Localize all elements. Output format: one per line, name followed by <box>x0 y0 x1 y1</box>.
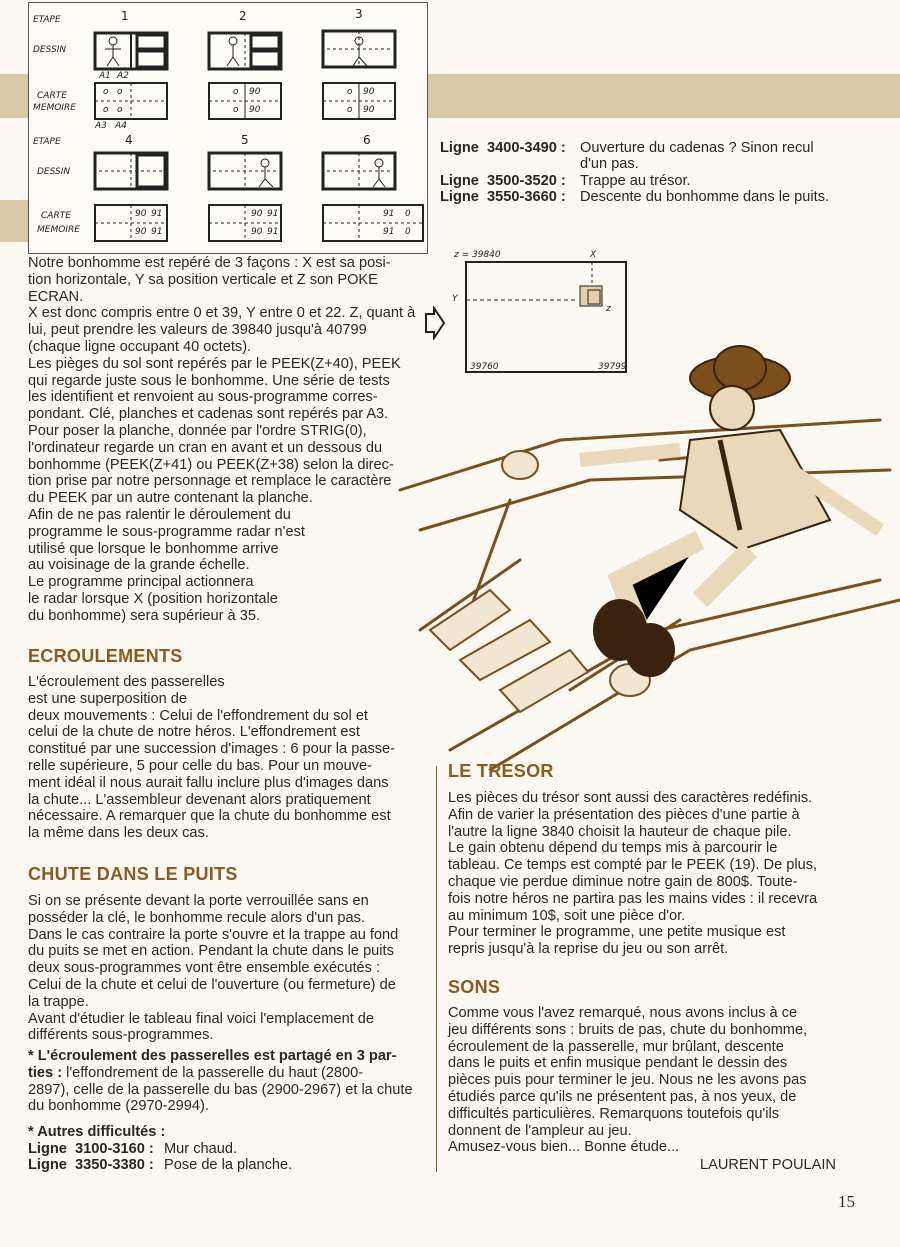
text-line: les identifient et renvoient au sous-programme corres- <box>28 389 378 406</box>
text-line: l'ordinateur regarde un cran en avant et un dessous du <box>28 439 383 456</box>
ligne-text: Descente du bonhomme dans le puits. <box>580 189 830 206</box>
text-line: repris jusqu'à la reprise du jeu ou son arrêt. <box>448 941 729 958</box>
tresor-heading: LE TRESOR <box>448 761 554 781</box>
text-line: Afin de ne pas ralentir le déroulement du <box>28 506 291 523</box>
text-line: celui de la chute de notre héros. L'effondrement est <box>28 724 360 741</box>
cell-b2-a: 90 <box>251 209 263 219</box>
mid-band-left <box>0 200 28 242</box>
text-line: 2897), celle de la passerelle du bas (2900-2967) et la chute <box>28 1081 413 1098</box>
text-line: donnent de l'ampleur au jeu. <box>448 1122 632 1139</box>
text-line: du bonhomme (2970-2994). <box>28 1098 209 1115</box>
text-line: tion prise par notre personnage et remplace le caractère <box>28 473 392 490</box>
ligne-label: Ligne 3100-3160 : <box>28 1141 154 1157</box>
cell-t1-c: o <box>103 105 109 115</box>
text-line: qui regarde juste sous le bonhomme. Une série de tests <box>28 372 390 389</box>
cell-t1-b: o <box>117 87 123 97</box>
cell-b1-d: 91 <box>151 227 163 237</box>
text-line: deux sous-programmes vont être ensemble exécutés : <box>28 960 381 977</box>
ligne-label: Ligne 3500-3520 : <box>440 172 566 189</box>
adventurer-illustration <box>360 330 900 770</box>
text-line: chaque vie perdue diminue notre gain de 800$. Toute- <box>448 873 798 890</box>
bullet-title: * Autres difficultés : <box>28 1124 166 1140</box>
text-line: Pour poser la planche, donnée par l'ordre STRIG(0), <box>28 422 367 439</box>
bullet-line <box>28 1065 424 1082</box>
y-axis-label: Y <box>452 294 458 304</box>
bullet-bold: ties : <box>28 1064 63 1081</box>
chute-heading: CHUTE DANS LE PUITS <box>28 864 238 884</box>
cell-t2-a: o <box>233 87 239 97</box>
text-line: tion horizontale, Y sa position verticale et Z son POKE <box>28 271 378 288</box>
text-line: Les pièges du sol sont repérés par le PEEK(Z+40), PEEK <box>28 355 401 372</box>
cell-t3-d: 90 <box>363 105 375 115</box>
text-line: du bonhomme) sera supérieur à 35. <box>28 607 261 624</box>
ligne-text: Ouverture du cadenas ? Sinon recul d'un pas. <box>580 140 814 173</box>
x-axis-label: X <box>590 250 597 260</box>
step-4: 4 <box>125 133 133 147</box>
text-line: du puits se met en action. Pendant la chute dans le puits <box>28 943 394 960</box>
text-line: Si on se présente devant la porte verrouillée sans en <box>28 893 369 909</box>
etape-label-bottom: ETAPE <box>33 137 61 147</box>
step-2: 2 <box>239 9 247 23</box>
cell-b1-c: 90 <box>135 227 147 237</box>
text-line: dans le puits et enfin musique pendant le dessin des <box>448 1055 788 1072</box>
ligne-label: Ligne 3550-3660 : <box>440 189 566 206</box>
tresor-paragraph <box>448 790 848 958</box>
text-line: du PEEK par un autre contenant la planche. <box>28 490 313 507</box>
text-line: fois notre héros ne partira pas les mains vides : il recevra <box>448 890 818 907</box>
text-line: difficultés particulières. Remarquons toutefois qu'ils <box>448 1105 780 1122</box>
lignes-list-bottom <box>28 1141 424 1174</box>
text-line: ment idéal il nous aurait fallu inclure plus d'images dans <box>28 774 389 791</box>
text-line: Le programme principal actionnera <box>28 574 254 591</box>
a2-label: A2 <box>117 71 129 81</box>
text-line: Celui de la chute et celui de l'ouverture (ou fermeture) de <box>28 976 396 993</box>
a4-label: A4 <box>115 121 127 131</box>
ligne-text: Mur chaud. <box>164 1141 238 1157</box>
dessin-label-bottom: DESSIN <box>37 167 71 177</box>
ligne-row <box>28 1157 424 1173</box>
text-line: pièces puis pour terminer le jeu. Nous ne les avons pas <box>448 1072 807 1089</box>
bullet-line <box>28 1048 424 1065</box>
cell-b2-b: 91 <box>267 209 279 219</box>
text-line: étudiés parce qu'ils ne présentent pas, à nos yeux, de <box>448 1088 797 1105</box>
step-6: 6 <box>363 133 371 147</box>
a1-label: A1 <box>99 71 111 81</box>
step-5: 5 <box>241 133 249 147</box>
intro-paragraph <box>28 255 424 625</box>
chute-paragraph <box>28 893 424 1044</box>
ligne-text: Pose de la planche. <box>164 1157 293 1174</box>
bottom-right-value: 39799 <box>598 362 627 372</box>
text-line: X est donc compris entre 0 et 39, Y entre 0 et 22. Z, quant à <box>28 305 416 322</box>
carte-label-bottom: CARTE <box>41 211 71 221</box>
text-line: posséder la clé, le bonhomme recule alors d'un pas. <box>28 909 366 926</box>
text-line: Dans le cas contraire la porte s'ouvre et la trappe au fond <box>28 926 399 943</box>
page-number: 15 <box>838 1192 855 1211</box>
ligne-text: Trappe au trésor. <box>580 172 691 189</box>
step-1: 1 <box>121 9 129 23</box>
cell-t3-c: o <box>347 105 353 115</box>
cell-b2-d: 91 <box>267 227 279 237</box>
column-divider <box>436 766 437 1172</box>
cell-b3-c: 91 <box>383 227 395 237</box>
text-line: lui, peut prendre les valeurs de 39840 jusqu'à 40799 <box>28 322 367 339</box>
text-line: tableau. Ce temps est compté par le PEEK (19). De plus, <box>448 857 818 874</box>
z-label: z = 39840 <box>454 250 501 260</box>
bullet-text: l'effondrement de la passerelle du haut (2800- <box>62 1064 364 1081</box>
bottom-left-value: 39760 <box>470 362 499 372</box>
text-line: la même dans les deux cas. <box>28 825 209 842</box>
sons-paragraph <box>448 1005 848 1156</box>
cell-t3-b: 90 <box>363 87 375 97</box>
text-line: programme le sous-programme radar n'est <box>28 523 305 540</box>
ecroulements-heading: ECROULEMENTS <box>28 646 183 666</box>
carte-label-top: CARTE <box>37 91 67 101</box>
text-line: jeu différents sons : bruits de pas, chute du bonhomme, <box>448 1021 808 1038</box>
text-line: relle supérieure, 5 pour celle du bas. Pour un mouve- <box>28 757 372 774</box>
z-small-label: z <box>606 304 611 314</box>
text-line: nécessaire. A remarquer que la chute du bonhomme est <box>28 808 391 825</box>
ligne-label: Ligne 3350-3380 : <box>28 1157 154 1174</box>
text-line: Afin de varier la présentation des pièces d'une partie à <box>448 806 800 823</box>
text-line: L'écroulement des passerelles <box>28 674 225 690</box>
text-line: Pour terminer le programme, une petite musique est <box>448 924 786 941</box>
cell-t2-c: o <box>233 105 239 115</box>
text-line: Avant d'étudier le tableau final voici l'emplacement de <box>28 1010 375 1027</box>
text-line: différents sous-programmes. <box>28 1027 214 1044</box>
cell-t1-a: o <box>103 87 109 97</box>
a3-label: A3 <box>95 121 107 131</box>
text-line: est une superposition de <box>28 690 188 707</box>
memoire-label-top: MEMOIRE <box>33 103 76 113</box>
cell-b3-b: 0 <box>405 209 411 219</box>
step-3: 3 <box>355 7 363 21</box>
cell-b3-a: 91 <box>383 209 395 219</box>
header-band-left <box>0 74 28 118</box>
text-line: au voisinage de la grande échelle. <box>28 557 250 574</box>
etape-label-top: ETAPE <box>33 15 61 25</box>
bullet-bold: * L'écroulement des passerelles est partagé en 3 par- <box>28 1048 397 1064</box>
memoire-label-bottom: MEMOIRE <box>37 225 80 235</box>
text-line: au minimum 10$, soit une pièce d'or. <box>448 907 686 924</box>
text-line: l'autre la ligne 3840 choisit la hauteur de chaque pile. <box>448 823 792 840</box>
cell-b2-c: 90 <box>251 227 263 237</box>
text-line: utilisé que lorsque le bonhomme arrive <box>28 540 279 557</box>
sprite-memory-diagram <box>28 2 428 254</box>
sons-heading: SONS <box>448 977 501 997</box>
text-line: Amusez-vous bien... Bonne étude... <box>448 1139 680 1156</box>
text-line: (chaque ligne occupant 40 octets). <box>28 338 252 355</box>
text-line: Notre bonhomme est repéré de 3 façons : X est sa posi- <box>28 255 391 271</box>
text-line: Comme vous l'avez remarqué, nous avons inclus à ce <box>448 1005 798 1021</box>
cell-b1-a: 90 <box>135 209 147 219</box>
text-line: Le gain obtenu dépend du temps mis à parcourir le <box>448 840 778 857</box>
cell-t2-b: 90 <box>249 87 261 97</box>
ecroulements-paragraph <box>28 674 424 842</box>
text-line: écroulement de la passerelle, mur brûlant, descente <box>448 1038 784 1055</box>
bullet-passerelles <box>28 1048 424 1115</box>
text-line: pondant. Clé, planches et cadenas sont repérés par A3. <box>28 406 389 423</box>
cell-b1-b: 91 <box>151 209 163 219</box>
cell-b3-d: 0 <box>405 227 411 237</box>
text-line: le radar lorsque X (position horizontale <box>28 590 278 607</box>
text-line: constitué par une succession d'images : 6 pour la passe- <box>28 741 396 758</box>
text-line: la chute... L'assembleur devenant alors pratiquement <box>28 791 371 808</box>
author-signature: LAURENT POULAIN <box>700 1157 836 1173</box>
cell-t2-d: 90 <box>249 105 261 115</box>
text-line: Les pièces du trésor sont aussi des caractères redéfinis. <box>448 790 813 806</box>
text-line: deux mouvements : Celui de l'effondrement du sol et <box>28 707 368 724</box>
cell-t3-a: o <box>347 87 353 97</box>
text-line: bonhomme (PEEK(Z+41) ou PEEK(Z+38) selon la direc- <box>28 456 394 473</box>
text-line: ECRAN. <box>28 288 84 305</box>
diagram-svg <box>29 3 427 253</box>
dessin-label-top: DESSIN <box>33 45 67 55</box>
ligne-label: Ligne 3400-3490 : <box>440 140 566 156</box>
bullet-difficultes <box>28 1124 424 1141</box>
text-line: la trappe. <box>28 993 89 1010</box>
cell-t1-d: o <box>117 105 123 115</box>
ligne-row <box>28 1141 424 1157</box>
